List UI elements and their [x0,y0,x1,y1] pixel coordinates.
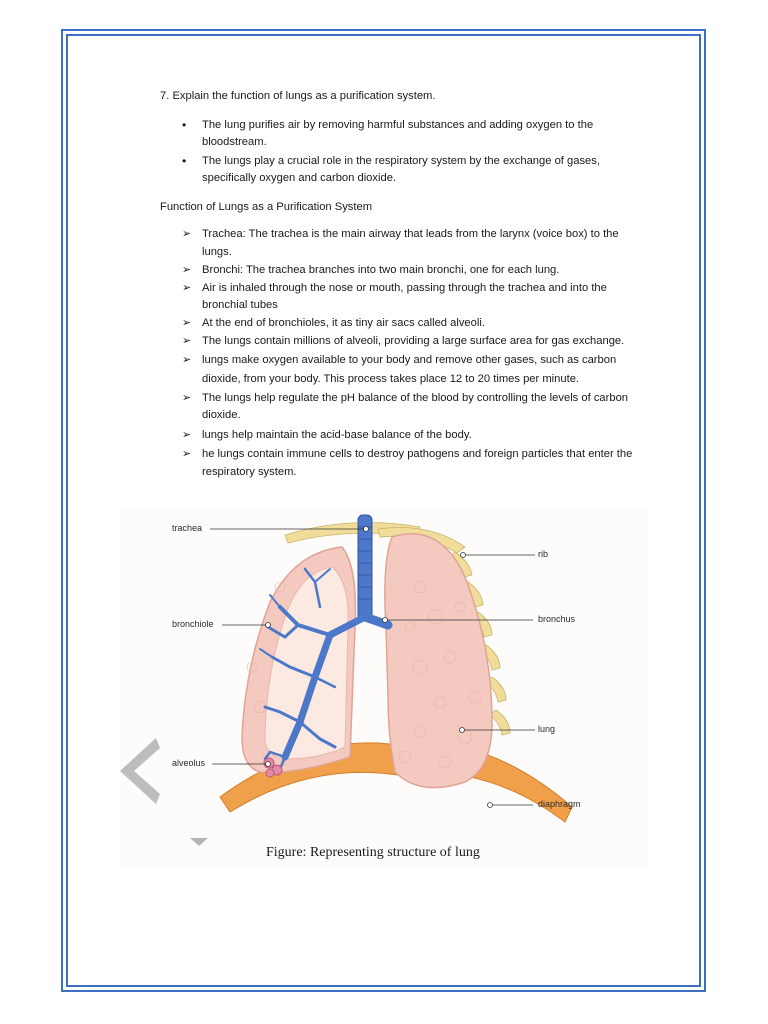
lung-figure [120,507,648,867]
arrow-item [160,315,650,333]
label-lung: lung [538,724,556,734]
label-alveolus: alveolus [172,758,206,768]
lung-illustration [120,507,648,867]
arrow-text: Trachea: The trachea is the main airway that leads from the larynx (voice box) to the lungs. [202,228,619,258]
arrow-bullet-icon: ➢ [182,391,192,404]
chevron-left-icon[interactable] [116,736,160,806]
bullet-list [160,117,650,188]
arrow-text: At the end of bronchioles, it as tiny air sacs called alveoli. [202,317,485,329]
arrow-item [160,333,650,351]
arrow-bullet-icon: ➢ [182,228,192,240]
arrow-text: lungs help maintain the acid-base balance of the body. [202,428,472,441]
section-title: Function of Lungs as a Purification System [160,200,373,213]
label-bronchus: bronchus [538,614,576,624]
right-lung [385,534,492,788]
document-content [160,88,650,482]
arrow-item [160,351,650,389]
arrow-bullet-icon: ➢ [182,354,192,366]
bullet-text: The lungs play a crucial role in the respiratory system by the exchange of gases, specifically oxygen and carbon dioxide. [202,154,600,184]
arrow-text: Bronchi: The trachea branches into two main bronchi, one for each lung. [202,263,560,276]
arrow-bullet-icon: ➢ [182,263,192,276]
arrow-item [160,226,650,261]
arrow-list [160,226,650,481]
arrow-item [160,280,650,315]
arrow-bullet-icon: ➢ [182,428,192,441]
figure-caption: Figure: Representing structure of lung [266,845,480,860]
bullet-dot-icon: • [182,153,187,168]
arrow-text: Air is inhaled through the nose or mouth, passing through the trachea and into the bronchial tubes [202,281,607,311]
arrow-text: he lungs contain immune cells to destroy pathogens and foreign particles that enter the respiratory system. [202,448,633,478]
arrow-item [160,446,650,481]
arrow-text: The lungs help regulate the pH balance of the blood by controlling the levels of carbon dioxide. [202,391,629,421]
arrow-bullet-icon: ➢ [182,281,192,294]
label-diaphragm: diaphragm [538,799,581,809]
arrow-text: The lungs contain millions of alveoli, providing a large surface area for gas exchange. [202,335,625,347]
arrow-item [160,427,650,445]
arrow-bullet-icon: ➢ [182,335,192,347]
arrow-text: lungs make oxygen available to your body and remove other gases, such as carbon dioxide, from your body. This process takes place 12 to 20 times per minute. [202,354,617,385]
bullet-item [160,153,650,188]
arrow-bullet-icon: ➢ [182,317,192,329]
bullet-text: The lung purifies air by removing harmful substances and adding oxygen to the bloodstream. [202,118,594,148]
arrow-item [160,262,650,280]
bullet-dot-icon: • [182,117,187,132]
arrow-bullet-icon: ➢ [182,448,192,460]
question-title: 7. Explain the function of lungs as a purification system. [160,90,436,102]
label-rib: rib [538,549,549,559]
arrow-item [160,390,650,425]
label-bronchiole: bronchiole [172,619,214,629]
chevron-down-icon [190,838,208,846]
label-trachea: trachea [172,523,203,533]
bullet-item [160,117,650,152]
